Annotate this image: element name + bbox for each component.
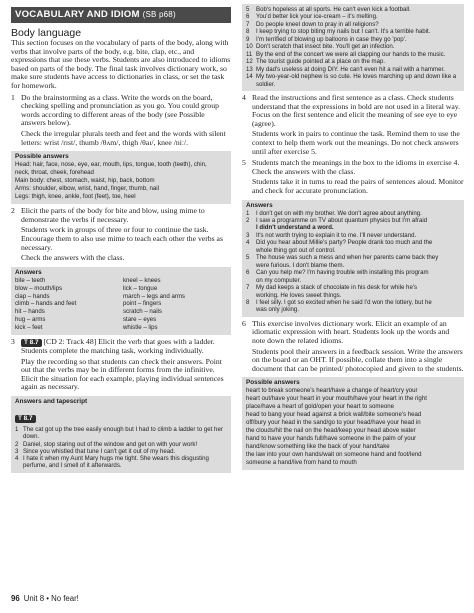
exercise-number: 4 — [242, 92, 246, 102]
line-text: You'd better lick your ice-cream – it's melting. — [256, 13, 378, 21]
exercise-text: Check the answers with the class. — [21, 253, 125, 263]
answer-line — [246, 210, 460, 217]
section-header — [11, 7, 231, 23]
right-column — [242, 4, 464, 470]
box-line: heart out/have your heart in your mouth/have your heart in the right — [246, 395, 427, 403]
answer-item: kick – feet — [15, 324, 43, 332]
line-number — [246, 247, 256, 254]
sb-page-ref: (SB p68) — [142, 10, 176, 19]
answers-box-5 — [242, 200, 464, 317]
answer-item: march – legs and arms — [123, 292, 185, 300]
line-text: My two-year-old nephew is so cute. He loves marching up and down like a soldier. — [256, 73, 457, 88]
exercise-text: Students pool their answers in a feedback session. Write the answers on the board or an OHT. If possible, collate them into a single document that can be printed/ photocopied and given to the students. — [252, 346, 464, 373]
box-line: Arms: shoulder, elbow, wrist, hand, finger, thumb, nail — [15, 185, 159, 193]
exercise-text: Students work in groups of three or four to continue the task. Encourage them to also use mime to teach each other the verbs as necessary. — [21, 225, 223, 252]
line-text: I'm terrified of blowing up balloons in case they go 'pop'. — [256, 35, 407, 43]
line-text: I hate it when my Aunt Mary hugs me tight. She wears this disgusting perfume, and I smell of it afterwards. — [23, 455, 209, 470]
exercise-number: 6 — [242, 318, 246, 328]
exercise-1 — [11, 94, 231, 148]
answer-line — [246, 217, 460, 224]
tapescript-line — [15, 426, 227, 441]
line-text: Daniel, stop staring out of the window and get on with your work! — [23, 440, 198, 448]
exercise-2 — [11, 207, 231, 263]
tapescript-line — [246, 58, 460, 65]
intro-paragraph: This section focuses on the vocabulary of parts of the body, along with verbs that involve parts of the body, e.g. bite, clap, etc., and expressions that use these verbs. Students are also introduced to idioms based on parts of the body. The final task involves dictionary work, so make sure students have access to dictionaries in class, or set the task for homework. — [11, 38, 231, 90]
line-text: The tourist guide pointed at a place on the map. — [256, 58, 386, 66]
exercise-text: Check the irregular plurals teeth and feet and the words with silent letters: wrist /rɪst/, thumb /θʌm/, thigh /θaɪ/, knee /niː/. — [21, 128, 226, 147]
line-text: The house was such a mess and when her parents came back they — [256, 254, 439, 262]
exercise-5 — [242, 159, 464, 195]
box-line: Legs: thigh, knee, ankle, foot (feet), toe, heel — [15, 193, 136, 201]
tapescript-line — [246, 73, 460, 88]
answer-item: bite – teeth — [15, 276, 46, 284]
box-line: the law into your own hands/wait on someone hand and foot/lend — [246, 451, 422, 459]
box-line: off/bury your head in the sand/go to your head/have your head in — [246, 419, 421, 427]
line-text: working. He loves sweet things. — [256, 291, 342, 299]
line-text: Since you whistled that tune I can't get it out of my head. — [23, 447, 176, 455]
line-number: 6 — [246, 13, 250, 21]
answer-item: blow – mouth/lips — [15, 284, 63, 292]
line-number: 13 — [246, 65, 253, 73]
line-text: Can you help me? I'm having trouble with installing this program — [256, 269, 429, 277]
tapescript-line — [246, 6, 460, 13]
answer-item: scratch – nails — [123, 308, 162, 316]
line-text: The cat got up the tree easily enough but I had to climb a ladder to get her down. — [23, 426, 223, 441]
answers-box — [11, 267, 231, 335]
answer-line — [246, 299, 460, 306]
answer-line — [246, 306, 460, 313]
line-text: Don't scratch that insect bite. You'll get an infection. — [256, 43, 395, 51]
box-line: heart to break someone's heart/have a change of heart/cry your — [246, 387, 418, 395]
line-number: 10 — [246, 43, 253, 51]
line-text: My dad keeps a stack of chocolate in his desk for while he's — [256, 284, 418, 292]
line-number: 9 — [246, 35, 250, 43]
page-number: 96 — [11, 594, 20, 603]
line-text: whole thing got out of control. — [256, 246, 336, 254]
box-title: Answers — [246, 201, 273, 209]
tapescript-line — [246, 51, 460, 58]
box-line: hand/know something like the back of your hand/take — [246, 443, 390, 451]
possible-answers-box-6 — [242, 377, 464, 470]
answer-item: hug – arms — [15, 316, 46, 324]
line-number: 6 — [246, 269, 250, 277]
exercise-6 — [242, 320, 464, 374]
box-line: head to bang your head against a brick wall/bite someone's head — [246, 411, 422, 419]
line-number — [246, 292, 256, 299]
tapescript-line — [15, 455, 227, 470]
line-number — [246, 306, 256, 313]
line-number: 4 — [15, 455, 19, 463]
exercise-number: 3 — [11, 337, 15, 347]
tapescript-line — [246, 66, 460, 73]
exercise-4 — [242, 94, 464, 156]
line-text: I keep trying to stop biting my nails but I can't. It's a terrible habit. — [256, 28, 431, 36]
exercise-text — [21, 338, 231, 356]
line-number: 11 — [246, 50, 253, 58]
answer-line — [246, 284, 460, 291]
line-text: My dad's useless at doing DIY. He can't even hit a nail with a hammer. — [256, 65, 445, 73]
line-text: on my computer. — [256, 276, 302, 284]
line-number: 1 — [15, 426, 19, 433]
line-number — [246, 262, 256, 269]
answers-grid — [15, 277, 227, 332]
line-number: 2 — [15, 440, 19, 448]
answer-item: stare – eyes — [123, 316, 157, 324]
possible-answers-box — [11, 151, 231, 204]
answer-item: whistle – lips — [123, 324, 158, 332]
line-text: I don't get on with my brother. We don't agree about anything. — [256, 209, 422, 217]
exercise-number: 2 — [11, 206, 15, 216]
exercise-text: Students match the meanings in the box to the idioms in exercise 4. Check the answers with the class. — [252, 158, 460, 176]
exercise-text: Students take it in turns to read the pairs of sentences aloud. Monitor and check for accurate pronunciation. — [252, 177, 464, 195]
box-line: someone a hand/live from hand to mouth — [246, 459, 357, 467]
answer-line — [246, 262, 460, 269]
exercise-number: 1 — [11, 92, 15, 102]
tapescript-line — [246, 13, 460, 20]
box-title: Answers and tapescript — [15, 398, 88, 405]
line-text: Do people kneel down to pray in all religions? — [256, 20, 379, 28]
tapescript-line — [15, 448, 227, 455]
box-line: neck, throat, cheek, forehead — [15, 169, 94, 177]
answer-line — [246, 239, 460, 246]
tapescript-line — [246, 21, 460, 28]
tapescript-continued — [242, 4, 464, 91]
line-number — [246, 224, 256, 231]
box-line: the clouds/hit the nail on the head/keep your head above water — [246, 427, 416, 435]
answer-item: point – fingers — [123, 300, 162, 308]
answer-line — [246, 224, 460, 231]
line-text: Bob's hopeless at all sports. He can't even kick a football. — [256, 6, 411, 13]
line-text: I didn't understand a word. — [256, 224, 334, 232]
answer-line — [246, 269, 460, 276]
exercise-text: Do the brainstorming as a class. Write the words on the board, checking spelling and pronunciation as you go. You could group words according to different areas of the body (see Possible answers below). — [21, 92, 219, 128]
line-number — [246, 277, 256, 284]
line-number: 3 — [15, 447, 19, 455]
exercise-3 — [11, 338, 231, 392]
exercise-text: Elicit the parts of the body for bite and blow, using mime to demonstrate the verbs if necessary. — [21, 206, 205, 224]
track-tag: T 8.7 — [21, 339, 42, 347]
answer-item: clap – hands — [15, 292, 50, 300]
unit-label: Unit 8 • No fear! — [23, 594, 79, 603]
line-number: 8 — [246, 28, 250, 36]
tapescript-box — [11, 396, 231, 473]
answer-line — [246, 232, 460, 239]
answer-item: lick – tongue — [123, 284, 158, 292]
exercise-text: Read the instructions and first sentence as a class. Check students understand that the expressions in bold are not used in a literal way. Focus on the first sentence and elicit the meaning of see eye to eye (agree). — [252, 92, 461, 128]
exercise-text: This exercise involves dictionary work. Elicit an example of an idiomatic expression with heart. Students look up the words and note down the related idioms. — [252, 318, 450, 346]
answer-line — [246, 254, 460, 261]
answer-item: kneel – knees — [123, 276, 161, 284]
page-footer — [11, 594, 79, 603]
left-column — [11, 7, 231, 473]
line-number: 1 — [246, 209, 250, 217]
line-number: 8 — [246, 298, 250, 306]
line-text: were furious. I don't blame them. — [256, 261, 345, 269]
line-text: Did you hear about Millie's party? People drank too much and the — [256, 239, 433, 247]
box-line: place/have a heart of gold/open your heart to someone — [246, 403, 395, 411]
line-number: 2 — [246, 216, 250, 224]
line-number: 3 — [246, 231, 250, 239]
section-title: VOCABULARY AND IDIOM — [15, 9, 140, 20]
box-line: Main body: chest, stomach, waist, hip, back, bottom — [15, 177, 155, 185]
line-text: By the end of the concert we were all clapping our hands to the music. — [256, 50, 446, 58]
track-tag: T 8.7 — [15, 415, 36, 423]
line-number: 4 — [246, 239, 250, 247]
answer-item: hit – hands — [15, 308, 45, 316]
line-text: was only joking. — [256, 306, 300, 314]
tapescript-line — [246, 28, 460, 35]
tapescript-line — [15, 441, 227, 448]
line-number: 12 — [246, 58, 253, 66]
line-text: I feel silly. I got so excited when he said I'd won the lottery, but he — [256, 298, 432, 306]
tapescript-line — [246, 36, 460, 43]
answer-item: climb – hands and feet — [15, 300, 77, 308]
line-number: 14 — [246, 73, 253, 81]
box-title: Possible answers — [15, 153, 69, 161]
answer-line — [246, 292, 460, 299]
exercise-text-span: [CD 2: Track 48] Elicit the verb that goes with a ladder. Students complete the matching task, working individually. — [21, 337, 215, 356]
exercise-number: 5 — [242, 158, 246, 168]
exercise-text: Students work in pairs to continue the task. Remind them to use the context to help them work out the meanings. Do not check answers until after exercise 5. — [252, 129, 460, 156]
box-line: Head: hair, face, nose, eye, ear, mouth, lips, tongue, tooth (teeth), chin, — [15, 161, 207, 169]
topic-heading: Body language — [11, 27, 82, 39]
line-text: I saw a programme on TV about quantum physics but I'm afraid — [256, 216, 428, 224]
answer-line — [246, 247, 460, 254]
answer-line — [246, 277, 460, 284]
exercise-text: Play the recording so that students can check their answers. Point out that the verbs may be in different forms from the infinitive. Elicit the situation for each example, playing individual sentences again as necessary. — [21, 356, 224, 392]
line-number: 7 — [246, 20, 250, 28]
line-number: 5 — [246, 6, 250, 13]
box-title: Possible answers — [246, 379, 300, 387]
line-number: 7 — [246, 284, 250, 292]
box-line: hand to have your hands full/have someone in the palm of your — [246, 435, 417, 443]
line-text: It's not worth trying to explain it to me. I'll never understand. — [256, 231, 417, 239]
box-title: Answers — [15, 268, 42, 276]
line-number: 5 — [246, 254, 250, 262]
tapescript-line — [246, 43, 460, 50]
